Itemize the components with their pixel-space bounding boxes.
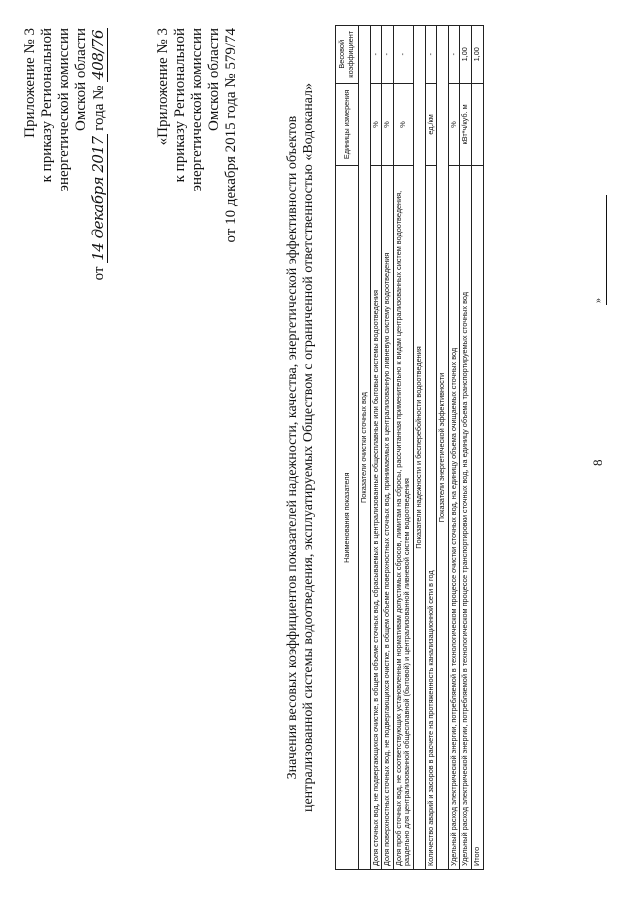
row-coef: 1,00: [471, 26, 483, 84]
closing-quote: »: [593, 298, 604, 303]
row-unit: ед./км: [425, 83, 437, 166]
closing-underline: [606, 195, 607, 305]
handwritten-number: 408/76: [89, 30, 107, 80]
year-text: года №: [91, 85, 107, 131]
coefficients-table: [335, 25, 484, 870]
row-unit: %: [382, 83, 394, 166]
title-line2: централизованной системы водоотведения, эксплуатируемых Обществом с ограниченной ответственностью «Водоканал»: [301, 82, 316, 813]
section-row: [359, 26, 371, 870]
row-coef: -: [382, 26, 394, 84]
appendix-new-block: [22, 28, 108, 280]
table-row: [448, 26, 460, 870]
row-unit: кВт*ч/куб. м: [460, 83, 472, 166]
section-cleaning: Показатели очистки сточных вод: [359, 26, 371, 870]
section-energy: Показатели энергетической эффективности: [437, 26, 449, 870]
row-name: Количество аварий и засоров в расчете на протяженность канализационной сети в год: [425, 166, 437, 870]
appendix-new-dateline: [90, 28, 108, 280]
table-header-row: [336, 26, 359, 870]
row-unit: %: [393, 83, 413, 166]
row-unit: %: [370, 83, 382, 166]
appendix-old-line2: к приказу Региональной: [172, 28, 188, 183]
row-coef: 1,00: [460, 26, 472, 84]
appendix-old-line5: от 10 декабря 2015 года № 579/74: [223, 28, 239, 243]
row-name: Доля проб сточных вод, не соответствующих установленным нормативам допустимых сбросов, лимитам на сбросы, рассчитанная применительно к видам централизованных систем водоотведения, раздельно для централизованной общесплавной (бытовой) и централизованной ливневой систем водоотведения: [393, 166, 413, 870]
row-name: Удельный расход электрической энергии, потребляемой в технологическом процессе очистки сточных вод, на единицу объема очищаемых сточных вод: [448, 166, 460, 870]
table-row: [393, 26, 413, 870]
date-prefix: от: [91, 266, 107, 281]
row-name: Удельный расход электрической энергии, потребляемой в технологическом процессе транспортировки сточных вод, на единицу объема транспортируемых сточных вод: [460, 166, 472, 870]
row-name: Доля поверхностных сточных вод, не подвергающихся очистке, в общем объеме поверхностных сточных вод, принимаемых в централизованную ливневую систему водоотведения: [382, 166, 394, 870]
appendix-old-line4: Омской области: [206, 28, 222, 131]
row-coef: -: [393, 26, 413, 84]
handwritten-date: 14 декабря 2017: [89, 136, 107, 261]
appendix-old-line3: энергетической комиссии: [189, 28, 205, 192]
appendix-old-line1: «Приложение № 3: [155, 28, 171, 146]
table-row: [425, 26, 437, 870]
section-reliability: Показатели надежности и бесперебойности водоотведения: [413, 26, 425, 870]
document-title: [285, 20, 317, 875]
row-coef: -: [448, 26, 460, 84]
appendix-old-block: [155, 28, 240, 243]
header-unit: Единицы измерения: [336, 83, 359, 166]
table-row-total: [471, 26, 483, 870]
section-row: [413, 26, 425, 870]
closing-mark-block: [593, 253, 604, 303]
row-coef: -: [370, 26, 382, 84]
table-row: [370, 26, 382, 870]
table-row: [460, 26, 472, 870]
row-name: Доля сточных вод, не подвергающихся очистке, в общем объеме сточных вод, сбрасываемых в централизованные общесплавные или бытовые системы водоотведения: [370, 166, 382, 870]
row-coef: -: [425, 26, 437, 84]
row-unit: [471, 83, 483, 166]
page-number: 8: [590, 459, 605, 466]
appendix-new-line1: Приложение № 3: [22, 28, 38, 138]
title-line1: Значения весовых коэффициентов показателей надежности, качества, энергетической эффективности объектов: [285, 115, 300, 780]
table-row: [382, 26, 394, 870]
row-name: Итого: [471, 166, 483, 870]
row-unit: %: [448, 83, 460, 166]
header-name: Наименования показателя: [336, 166, 359, 870]
appendix-new-line4: Омской области: [73, 28, 89, 131]
header-coef: Весовой коэффициент: [336, 26, 359, 84]
appendix-new-line2: к приказу Региональной: [39, 28, 55, 183]
appendix-new-line3: энергетической комиссии: [56, 28, 72, 192]
section-row: [437, 26, 449, 870]
